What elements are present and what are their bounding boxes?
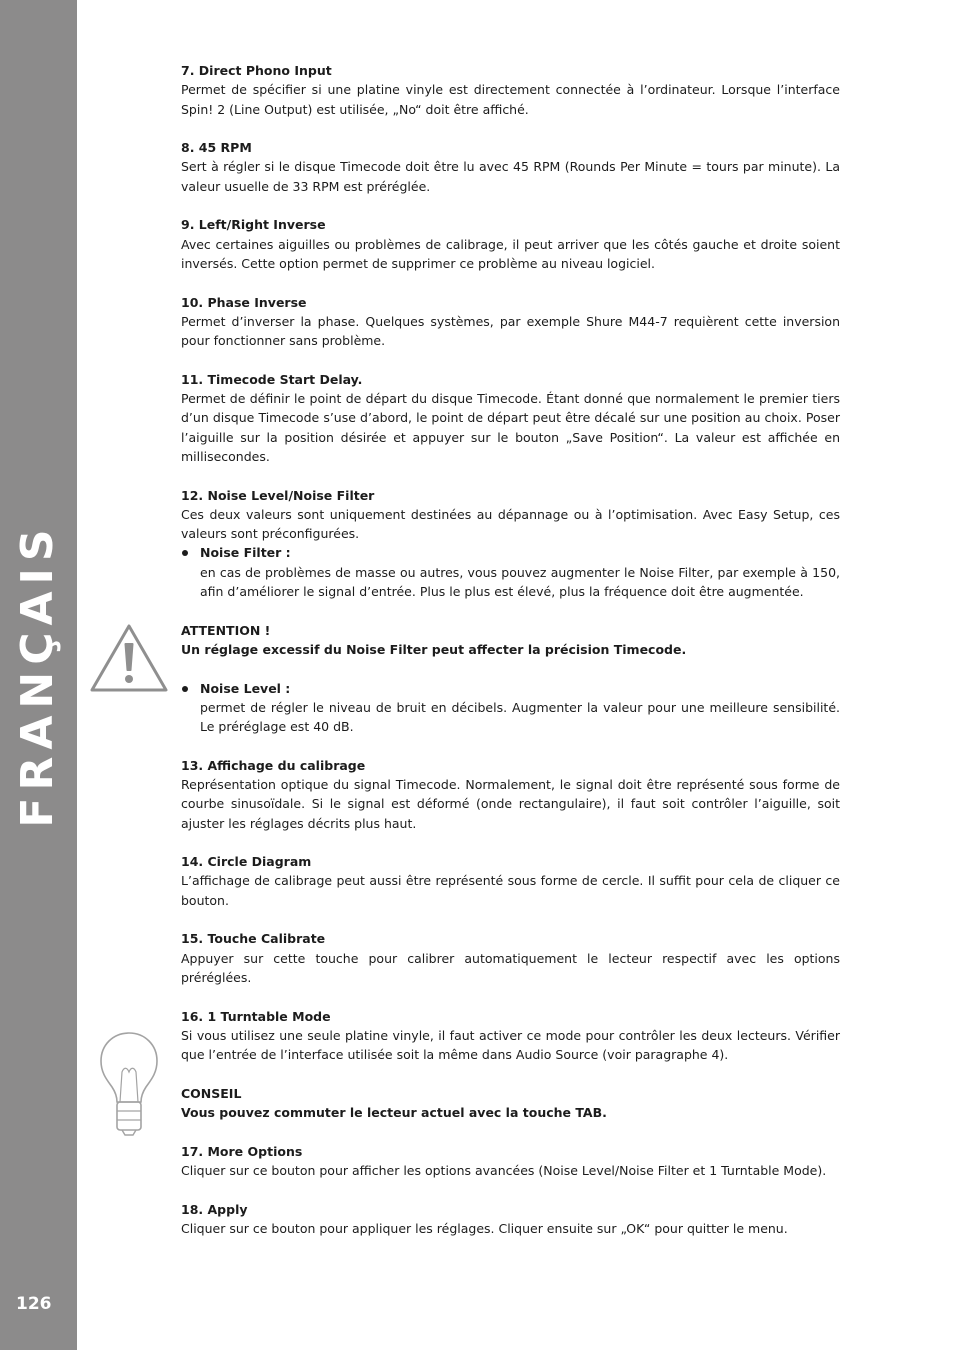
- tip-body: Vous pouvez commuter le lecteur actuel avec la touche TAB.: [181, 1105, 607, 1121]
- section-title: 13. Affichage du calibrage: [181, 757, 366, 773]
- section-1-turntable-mode: [181, 1007, 840, 1123]
- section-body: Permet d’inverser la phase. Quelques systèmes, par exemple Shure M44-7 requièrent cette inversion pour fonctionner sans problème.: [181, 313, 840, 349]
- section-title: 17. More Options: [181, 1143, 303, 1159]
- page-number: 126: [16, 1294, 52, 1314]
- attention-body: Un réglage excessif du Noise Filter peut affecter la précision Timecode.: [181, 641, 687, 657]
- section-body: Appuyer sur cette touche pour calibrer automatiquement le lecteur respectif avec les options préréglées.: [181, 950, 840, 985]
- section-title: 7. Direct Phono Input: [181, 63, 332, 78]
- section-title: 14. Circle Diagram: [181, 854, 312, 870]
- light-bulb-icon: [98, 1030, 160, 1138]
- section-title: 10. Phase Inverse: [181, 294, 307, 310]
- section-direct-phono-input: [181, 61, 840, 119]
- section-45-rpm: [181, 138, 840, 196]
- bullet-noise-filter: [181, 543, 840, 601]
- warning-triangle-icon: [89, 622, 169, 694]
- section-title: 16. 1 Turntable Mode: [181, 1008, 331, 1024]
- section-body: Cliquer sur ce bouton pour appliquer les réglages. Cliquer ensuite sur „OK“ pour quitter le menu.: [181, 1220, 788, 1236]
- section-phase-inverse: [181, 293, 840, 351]
- section-body: Permet de spécifier si une platine vinyle est directement connectée à l’ordinateur. Lorsque l’interface Spin! 2 (Line Output) est utilisée, „No“ doit être affiché.: [181, 82, 840, 117]
- section-body: Représentation optique du signal Timecode. Normalement, le signal doit être représenté sous forme de courbe sinusoïdale. Si le signal est déformé (onde rectangulaire), il faut soit contrôler l’aiguille, soit ajuster les réglages décrits plus haut.: [181, 776, 840, 831]
- section-body: L’affichage de calibrage peut aussi être représenté sous forme de cercle. Il suffit pour cela de cliquer ce bouton.: [181, 873, 840, 908]
- section-body: Si vous utilisez une seule platine vinyle, il faut activer ce mode pour contrôler les deux lecteurs. Vérifier que l’entrée de l’interface utilisée soit la même dans Audio Source (voir paragraphe 4).: [181, 1027, 840, 1063]
- bullet-title: Noise Level :: [200, 680, 291, 696]
- section-circle-diagram: [181, 852, 840, 910]
- section-body: Avec certaines aiguilles ou problèmes de calibrage, il peut arriver que les côtés gauche et droite soient inversés. Cette option permet de supprimer ce problème au niveau logiciel.: [181, 236, 840, 271]
- bullet-title: Noise Filter :: [200, 545, 291, 561]
- section-body: Sert à régler si le disque Timecode doit être lu avec 45 RPM (Rounds Per Minute = tours par minute). La valeur usuelle de 33 RPM est préréglée.: [181, 159, 840, 194]
- section-apply: [181, 1200, 840, 1239]
- attention-title: ATTENTION !: [181, 622, 271, 638]
- section-title: 12. Noise Level/Noise Filter: [181, 487, 375, 503]
- section-timecode-start-delay: [181, 370, 840, 466]
- language-label: FRANÇAIS: [12, 522, 63, 828]
- section-calibrate-key: [181, 929, 840, 987]
- section-body: Ces deux valeurs sont uniquement destinées au dépannage ou à l’optimisation. Avec Easy Setup, ces valeurs sont préconfigurées.: [181, 506, 840, 542]
- language-sidebar: [0, 0, 77, 1350]
- bullet-noise-level: [181, 679, 840, 737]
- manual-content: [181, 61, 840, 1257]
- section-title: 15. Touche Calibrate: [181, 931, 326, 947]
- tip-title: CONSEIL: [181, 1085, 242, 1101]
- section-title: 18. Apply: [181, 1201, 248, 1217]
- section-noise-level-filter: [181, 486, 840, 737]
- section-calibration-display: [181, 756, 840, 833]
- section-title: 8. 45 RPM: [181, 140, 252, 156]
- bullet-body: permet de régler le niveau de bruit en décibels. Augmenter la valeur pour une meilleure sensibilité. Le préréglage est 40 dB.: [200, 699, 840, 735]
- section-left-right-inverse: [181, 215, 840, 273]
- section-body: Permet de définir le point de départ du disque Timecode. Étant donné que normalement le premier tiers d’un disque Timecode s’use d’abord, le point de départ peut être décalé sur une position au choix. Poser l’aiguille sur la position désirée et appuyer sur le bouton „Save Position“. La valeur est affichée en millisecondes.: [181, 391, 840, 464]
- bullet-body: en cas de problèmes de masse ou autres, vous pouvez augmenter le Noise Filter, par exemple à 150, afin d’améliorer le signal d’entrée. Plus le plus est élevé, plus la fréquence doit être augmentée.: [200, 564, 840, 600]
- section-title: 11. Timecode Start Delay.: [181, 371, 363, 387]
- section-more-options: [181, 1142, 840, 1181]
- section-body: Cliquer sur ce bouton pour afficher les options avancées (Noise Level/Noise Filter et 1 Turntable Mode).: [181, 1162, 827, 1178]
- section-title: 9. Left/Right Inverse: [181, 217, 326, 233]
